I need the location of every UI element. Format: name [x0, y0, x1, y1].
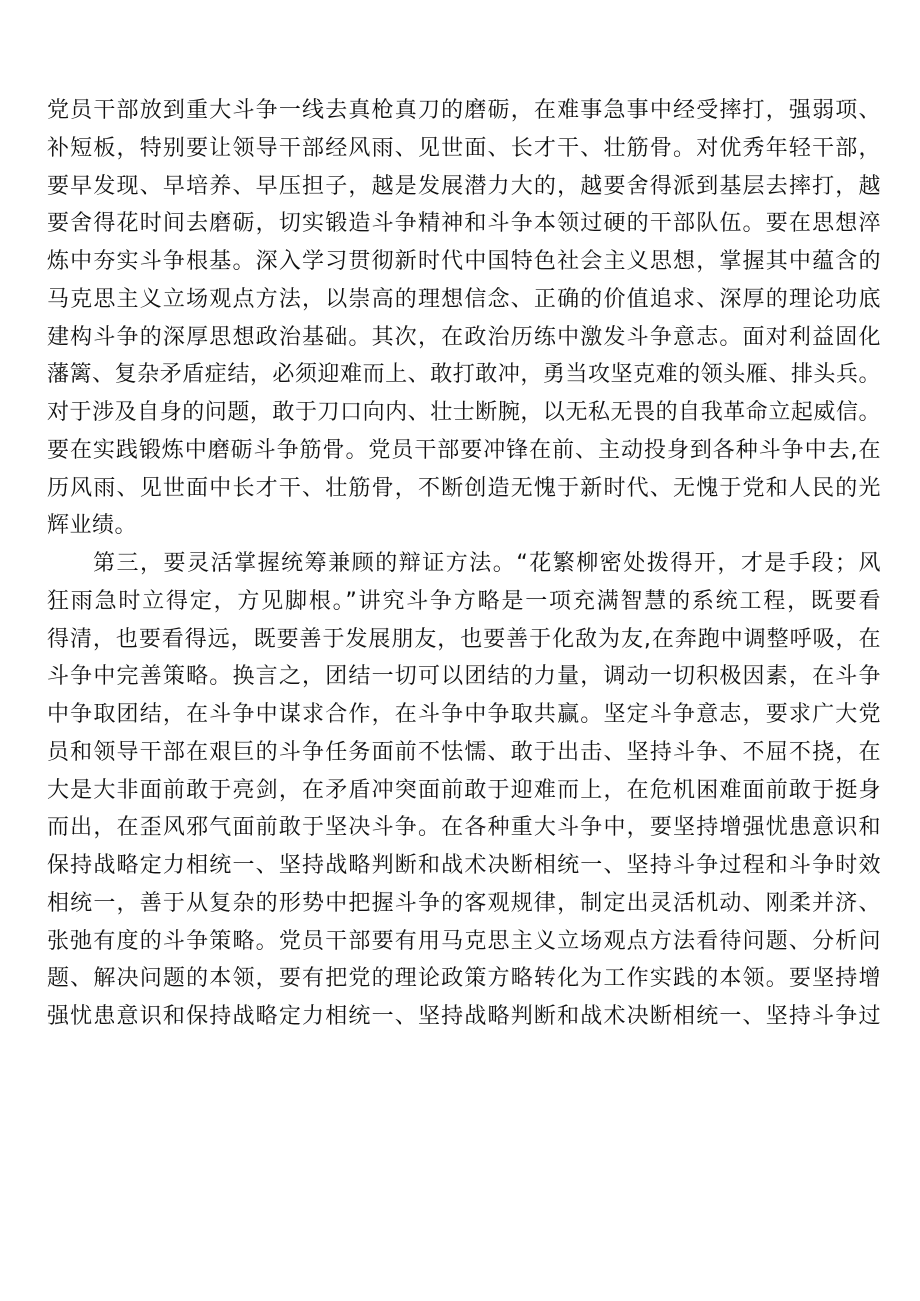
text-line: 历风雨、见世面中长才干、壮筋骨，不断创造无愧于新时代、无愧于党和人民的光: [47, 475, 881, 501]
text-line: 得清，也要看得远，既要善于发展朋友，也要善于化敌为友,在奔跑中调整呼吸，在: [47, 626, 881, 652]
text-line: 而出，在歪风邪气面前敢于坚决斗争。在各种重大斗争中，要坚持增强忧患意识和: [47, 815, 881, 841]
text-line: 要舍得花时间去磨砺，切实锻造斗争精神和斗争本领过硬的干部队伍。要在思想淬: [47, 211, 881, 237]
text-line: 员和领导干部在艰巨的斗争任务面前不怯懦、敢于出击、坚持斗争、不屈不挠，在: [47, 739, 881, 765]
text-line: 相统一，善于从复杂的形势中把握斗争的客观规律，制定出灵活机动、刚柔并济、: [47, 890, 881, 916]
text-line: 题、解决问题的本领，要有把党的理论政策方略转化为工作实践的本领。要坚持增: [47, 966, 881, 992]
text-line: 党员干部放到重大斗争一线去真枪真刀的磨砺，在难事急事中经受摔打，强弱项、: [47, 98, 881, 123]
text-line: 对于涉及自身的问题，敢于刀口向内、壮士断腕，以无私无畏的自我革命立起威信。: [47, 400, 881, 425]
text-line: 藩篱、复杂矛盾症结，必须迎难而上、敢打敢冲，勇当攻坚克难的领头雁、排头兵。: [47, 362, 881, 388]
text-line: 要在实践锻炼中磨砺斗争筋骨。党员干部要冲锋在前、主动投身到各种斗争中去,在: [47, 437, 881, 463]
text-line: 炼中夯实斗争根基。深入学习贯彻新时代中国特色社会主义思想，掌握其中蕴含的: [47, 249, 881, 274]
document-body: [47, 92, 881, 1036]
text-line: 强忧患意识和保持战略定力相统一、坚持战略判断和战术决断相统一、坚持斗争过: [47, 1004, 881, 1029]
text-line: 建构斗争的深厚思想政治基础。其次，在政治历练中激发斗争意志。面对利益固化: [47, 324, 881, 350]
text-line: 张弛有度的斗争策略。党员干部要有用马克思主义立场观点方法看待问题、分析问: [47, 928, 881, 954]
paragraph-start-line: 第三，要灵活掌握统筹兼顾的辩证方法。“花繁柳密处拨得开，才是手段；风: [93, 551, 881, 576]
paragraph-end-line: 辉业绩。: [47, 513, 138, 539]
text-line: 斗争中完善策略。换言之，团结一切可以团结的力量，调动一切积极因素，在斗争: [47, 664, 881, 690]
text-line: 马克思主义立场观点方法，以崇高的理想信念、正确的价值追求、深厚的理论功底: [47, 286, 881, 312]
text-line: 补短板，特别要让领导干部经风雨、见世面、长才干、壮筋骨。对优秀年轻干部，: [47, 135, 881, 161]
text-line: 狂雨急时立得定，方见脚根。”讲究斗争方略是一项充满智慧的系统工程，既要看: [47, 588, 881, 614]
text-line: 要早发现、早培养、早压担子，越是发展潜力大的，越要舍得派到基层去摔打，越: [47, 173, 881, 199]
text-line: 大是大非面前敢于亮剑，在矛盾冲突面前敢于迎难而上，在危机困难面前敢于挺身: [47, 777, 881, 803]
text-line: 中争取团结，在斗争中谋求合作，在斗争中争取共赢。坚定斗争意志，要求广大党: [47, 702, 881, 727]
text-line: 保持战略定力相统一、坚持战略判断和战术决断相统一、坚持斗争过程和斗争时效: [47, 853, 881, 878]
